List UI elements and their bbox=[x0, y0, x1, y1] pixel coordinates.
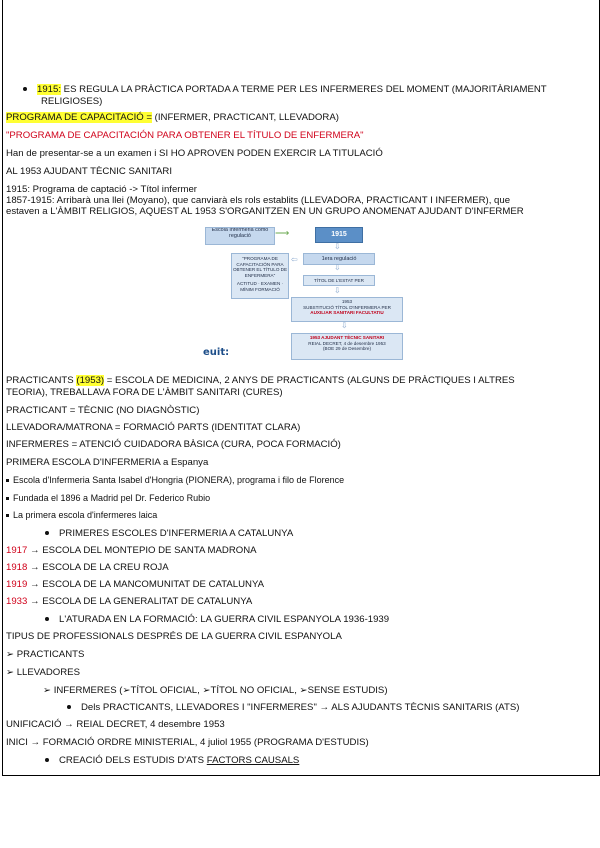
aturada-text: L'ATURADA EN LA FORMACIÓ: LA GUERRA CIVIL ESPANYOLA 1936-1939 bbox=[59, 614, 390, 625]
year-1933: 1933 bbox=[6, 596, 28, 607]
dels-practicants-line bbox=[67, 702, 519, 713]
diagram-box-escola bbox=[205, 227, 275, 245]
bullet-dot-icon bbox=[45, 531, 49, 535]
diagram-box-titol bbox=[303, 275, 375, 286]
santa-isabel-text: Escola d'Infermeria Santa Isabel d'Hongria (PIONERA), programa i filo de Florence bbox=[13, 475, 345, 485]
programa-roles: (INFERMER, PRACTICANT, LLEVADORA) bbox=[151, 112, 339, 123]
bullet-square-icon bbox=[6, 479, 9, 482]
escola-1933-line bbox=[6, 596, 252, 607]
diagram-ats-boe: (BOE 29 de Desembre) bbox=[323, 346, 371, 351]
diagram-substitucio-year: 1953 bbox=[341, 299, 353, 304]
arrow-down-icon: ⇩ bbox=[334, 263, 341, 272]
ats-1953-line: AL 1953 AJUDANT TÈCNIC SANITARI bbox=[6, 166, 172, 177]
diagram-box-ats bbox=[291, 333, 403, 360]
practicants-desc: = ESCOLA DE MEDICINA, 2 ANYS DE PRACTICANTS (ALGUNS DE PRÀCTIQUES I ALTRES bbox=[104, 375, 515, 386]
laica-text: La primera escola d'infermeres laica bbox=[13, 510, 158, 520]
dels-practicants-text: Dels PRACTICANTS, LLEVADORES I "INFERMERES" → ALS AJUDANTS TÈCNIS SANITARIS (ATS) bbox=[81, 702, 520, 713]
escola-1917-line bbox=[6, 545, 257, 556]
escola-1933-text: → ESCOLA DE LA GENERALITAT DE CATALUNYA bbox=[27, 596, 253, 607]
primeres-escoles-text: PRIMERES ESCOLES D'INFERMERIA A CATALUNYA bbox=[59, 528, 294, 539]
line-1915-text: ES REGULA LA PRÀCTICA PORTADA A TERME PER LES INFERMERES DEL MOMENT (MAJORITÀRIAMENT bbox=[61, 84, 547, 95]
programa-highlight: PROGRAMA DE CAPACITACIÓ = bbox=[6, 112, 152, 123]
infermeres-line: INFERMERES = ATENCIÓ CUIDADORA BÀSICA (CURA, POCA FORMACIÓ) bbox=[6, 439, 341, 450]
diagram-substitucio-red: AUXILIAR SANITARI FACULTATIU bbox=[310, 310, 384, 315]
bullet-dot-icon bbox=[45, 758, 49, 762]
diagram-ats-decret: REIAL DECRET, 4 de desembre 1953 bbox=[308, 340, 386, 346]
bullet-dot-icon bbox=[23, 87, 27, 91]
escola-1917-text: → ESCOLA DEL MONTEPIO DE SANTA MADRONA bbox=[27, 545, 257, 556]
diagram-programa-label: "PROGRAMA DE CAPACITACIÓN PARA OBTENER EL TÍTULO DE ENFERMERA" bbox=[232, 256, 288, 278]
examen-line: Han de presentar-se a un examen i SI HO APROVEN PODEN EXERCIR LA TITULACIÓ bbox=[6, 148, 383, 159]
ambit-religios-line: estaven a L'ÀMBIT RELIGIOS, AQUEST AL 1953 S'ORGANITZEN EN UN GRUPO ANOMENAT AJUDANT D'INFERMER bbox=[6, 206, 524, 217]
diagram-substitucio-label: SUBSTITUCIÓ TÍTOL D'INFERMERA PER bbox=[303, 304, 391, 310]
practicants-1953-line bbox=[6, 375, 515, 386]
practicants-desc-cont: TEORIA), TREBALLAVA FORA DE L'ÀMBIT SANITARI (CURES) bbox=[6, 387, 283, 398]
escola-1919-text: → ESCOLA DE LA MANCOMUNITAT DE CATALUNYA bbox=[27, 579, 265, 590]
fundada-text: Fundada el 1896 a Madrid pel Dr. Federico Rubio bbox=[13, 493, 211, 503]
bullet-1915 bbox=[23, 84, 547, 95]
inici-line: INICI → FORMACIÓ ORDRE MINISTERIAL, 4 juliol 1955 (PROGRAMA D'ESTUDIS) bbox=[6, 737, 369, 748]
euit-logo: euit: bbox=[203, 347, 230, 358]
arrow-right-icon: ⟶ bbox=[275, 228, 290, 239]
list-item-laica bbox=[6, 510, 157, 521]
creacio-text: CREACIÓ DELS ESTUDIS D'ATS bbox=[59, 755, 207, 766]
programa-capacitacio-line bbox=[6, 112, 339, 123]
arrow-down-icon: ⇩ bbox=[341, 321, 348, 330]
programa-captacio-line: 1915: Programa de captació -> Títol infermer bbox=[6, 184, 197, 195]
year-1915-highlight: 1915: bbox=[37, 84, 62, 95]
bullet-square-icon bbox=[6, 514, 9, 517]
line-1915-cont: RELIGIOSES) bbox=[41, 96, 103, 107]
llevadores-item: ➢ LLEVADORES bbox=[6, 667, 80, 678]
year-1953-highlight: (1953) bbox=[76, 375, 105, 386]
tipus-professionals-line: TIPUS DE PROFESSIONALS DESPRÉS DE LA GUERRA CIVIL ESPANYOLA bbox=[6, 631, 342, 642]
diagram-box-programa bbox=[231, 253, 289, 299]
diagram-titol-label: TÍTOL DE L'ESTAT PER bbox=[314, 278, 364, 283]
diagram-box-escola-label: Escola Infermeria como regulació bbox=[211, 227, 269, 239]
diagram-1915-label: 1915 bbox=[331, 231, 347, 238]
factors-causals-link: FACTORS CAUSALS bbox=[206, 755, 300, 766]
aturada-heading bbox=[45, 614, 389, 625]
list-item-santa-isabel bbox=[6, 475, 344, 486]
practicants-label: PRACTICANTS bbox=[6, 375, 77, 386]
diagram-ats-label: 1953 AJUDANT TÈCNIC SANITARI bbox=[309, 335, 385, 340]
bullet-dot-icon bbox=[67, 705, 71, 709]
escola-1918-line bbox=[6, 562, 169, 573]
timeline-diagram bbox=[203, 225, 413, 361]
unificacio-line: UNIFICACIÓ → REIAL DECRET, 4 desembre 1953 bbox=[6, 719, 225, 730]
practicant-tecnic-line: PRACTICANT = TÈCNIC (NO DIAGNÒSTIC) bbox=[6, 405, 200, 416]
llei-moyano-line: 1857-1915: Arribarà una llei (Moyano), que canviarà els rols establits (LLEVADORA, PRACTICANT I INFERMER), que bbox=[6, 195, 511, 206]
arrow-down-icon: ⇩ bbox=[334, 286, 341, 295]
escola-1919-line bbox=[6, 579, 264, 590]
bullet-square-icon bbox=[6, 497, 9, 500]
primeres-escoles-heading bbox=[45, 528, 293, 539]
arrow-left-icon: ⇦ bbox=[291, 255, 298, 264]
bullet-dot-icon bbox=[45, 617, 49, 621]
arrow-down-icon: ⇩ bbox=[334, 242, 341, 251]
year-1918: 1918 bbox=[6, 562, 28, 573]
practicants-item: ➢ PRACTICANTS bbox=[6, 649, 85, 660]
programa-quote: "PROGRAMA DE CAPACITACIÓN PARA OBTENER EL TÍTULO DE ENFERMERA" bbox=[6, 130, 364, 141]
list-item-fundada bbox=[6, 493, 210, 504]
escola-1918-text: → ESCOLA DE LA CREU ROJA bbox=[27, 562, 169, 573]
infermeres-item: ➢ INFERMERES (➢TÍTOL OFICIAL, ➢TÍTOL NO OFICIAL, ➢SENSE ESTUDIS) bbox=[43, 685, 388, 696]
diagram-box-1915 bbox=[315, 227, 363, 243]
primera-escola-heading: PRIMERA ESCOLA D'INFERMERIA a Espanya bbox=[6, 457, 209, 468]
diagram-regulacio-label: 1era regulació bbox=[321, 256, 357, 262]
document-page bbox=[2, 0, 600, 776]
creacio-line bbox=[45, 755, 299, 766]
llevadora-line: LLEVADORA/MATRONA = FORMACIÓ PARTS (IDENTITAT CLARA) bbox=[6, 422, 301, 433]
year-1919: 1919 bbox=[6, 579, 28, 590]
diagram-box-substitucio bbox=[291, 297, 403, 322]
diagram-programa-sub: ACTITUD · EXAMEN · MÍNIM FORMACIÓ bbox=[236, 281, 284, 292]
year-1917: 1917 bbox=[6, 545, 28, 556]
